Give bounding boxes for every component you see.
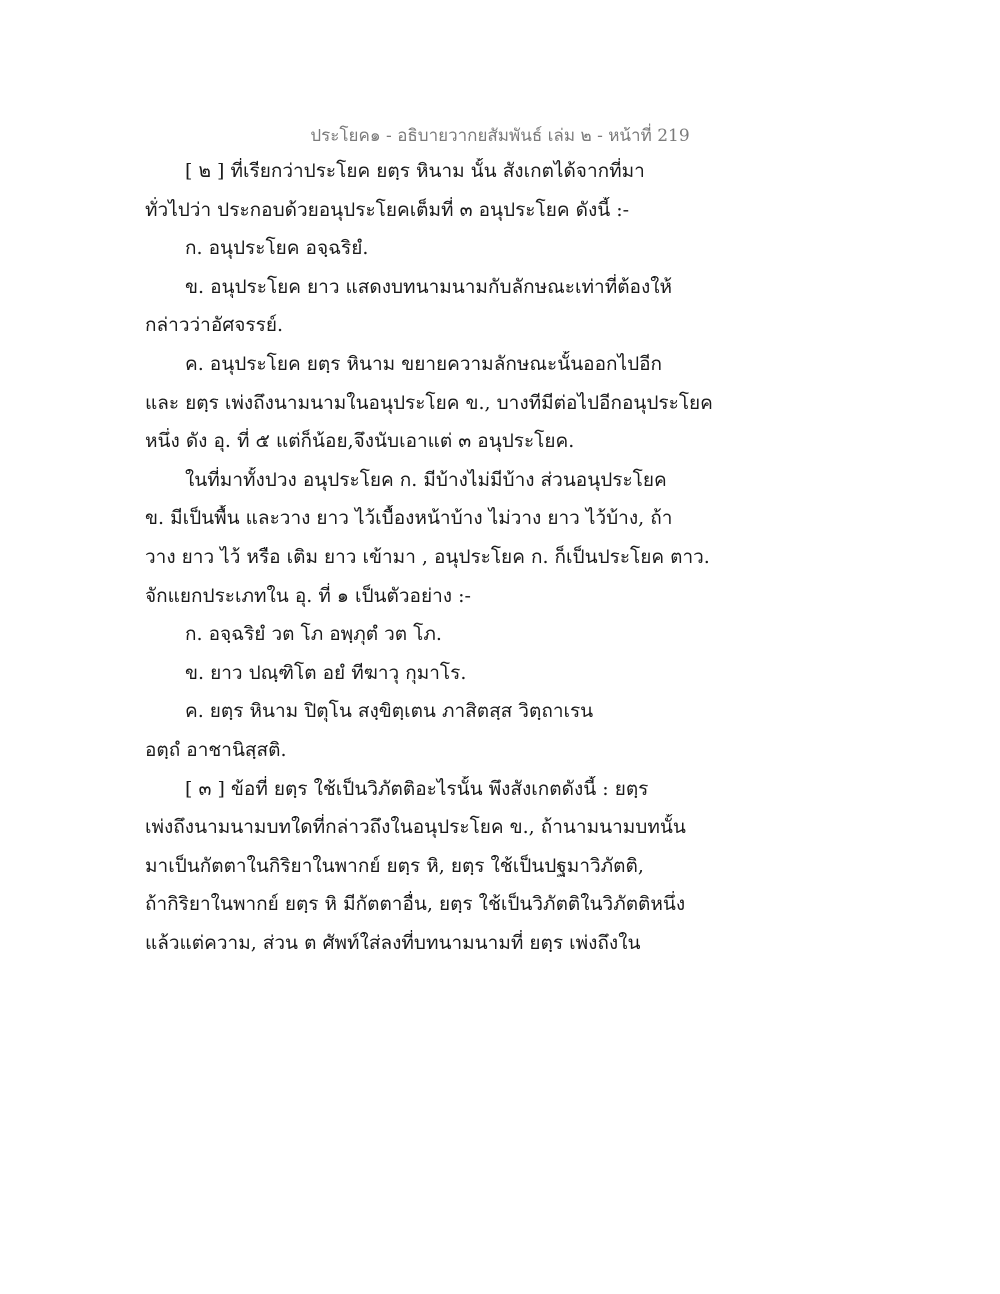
text-line: และ ยตฺร เพ่งถึงนามนามในอนุประโยค ข., บางทีมีต่อไปอีกอนุประโยค — [145, 391, 713, 414]
text-line: เพ่งถึงนามนามบทใดที่กล่าวถึงในอนุประโยค ข., ถ้านามนามบทนั้น — [145, 816, 686, 839]
text-line: [ ๒ ] ที่เรียกว่าประโยค ยตฺร หินาม นั้น สังเกตได้จากที่มา — [185, 160, 645, 182]
page-header: ประโยค๑ - อธิบายวากยสัมพันธ์ เล่ม ๒ - หน้าที่ 219 — [310, 126, 690, 146]
text-line: อตฺถํ อาชานิสฺสติ. — [145, 738, 287, 761]
text-line: กล่าวว่าอัศจรรย์. — [145, 314, 284, 337]
text-line: มาเป็นกัตตาในกิริยาในพากย์ ยตฺร หิ, ยตฺร ใช้เป็นปฐมาวิภัตติ, — [145, 854, 644, 877]
body-text — [145, 158, 905, 968]
text-line: ถ้ากิริยาในพากย์ ยตฺร หิ มีกัตตาอื่น, ยตฺร ใช้เป็นวิภัตติในวิภัตติหนึ่ง — [145, 893, 686, 916]
text-line: ก. อจฺฉริยํ วต โภ อพฺภุตํ วต โภ. — [185, 623, 442, 646]
text-line: ก. อนุประโยค อจฺฉริยํ. — [185, 237, 369, 260]
text-line: ข. มีเป็นพื้น และวาง ยาว ไว้เบื้องหน้าบ้าง ไม่วาง ยาว ไว้บ้าง, ถ้า — [145, 507, 673, 530]
text-line: ในที่มาทั้งปวง อนุประโยค ก. มีบ้างไม่มีบ้าง ส่วนอนุประโยค — [185, 468, 667, 491]
text-line: ค. ยตฺร หินาม ปิตุโน สงฺขิตฺเตน ภาสิตสฺส วิตฺถาเรน — [185, 700, 594, 723]
text-line: วาง ยาว ไว้ หรือ เติม ยาว เข้ามา , อนุประโยค ก. ก็เป็นประโยค ตาว. — [145, 545, 710, 568]
text-line: จักแยกประเภทใน อุ. ที่ ๑ เป็นตัวอย่าง :- — [145, 584, 471, 607]
text-line: ข. อนุประโยค ยาว แสดงบทนามนามกับลักษณะเท่าที่ต้องให้ — [185, 275, 673, 298]
text-line: หนึ่ง ดัง อุ. ที่ ๕ แต่ก็น้อย,จึงนับเอาแต่ ๓ อนุประโยค. — [145, 430, 575, 453]
text-line: [ ๓ ] ข้อที่ ยตฺร ใช้เป็นวิภัตติอะไรนั้น พึงสังเกตดังนี้ : ยตฺร — [185, 777, 649, 800]
text-line: แล้วแต่ความ, ส่วน ต ศัพท์ใส่ลงที่บทนามนามที่ ยตฺร เพ่งถึงใน — [145, 931, 641, 954]
text-line: ทั่วไปว่า ประกอบด้วยอนุประโยคเต็มที่ ๓ อนุประโยค ดังนี้ :- — [145, 198, 630, 221]
text-line: ค. อนุประโยค ยตฺร หินาม ขยายความลักษณะนั้นออกไปอีก — [185, 352, 663, 375]
text-line: ข. ยาว ปณฺฑิโต อยํ ทีฆาวุ กุมาโร. — [185, 661, 467, 684]
